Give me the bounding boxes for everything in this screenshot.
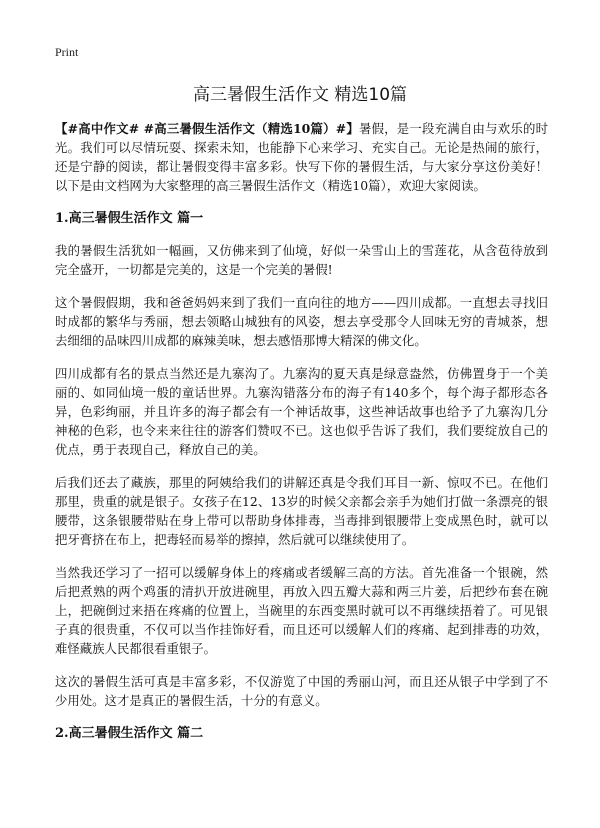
print-link[interactable]: Print: [55, 45, 79, 59]
section-heading-1: 1.高三暑假生活作文 篇一: [55, 211, 204, 226]
section-heading-2: 2.高三暑假生活作文 篇二: [55, 726, 204, 741]
section-1-paragraph-5: 当然我还学习了一招可以缓解身体上的疼痛或者缓解三高的方法。首先准备一个银碗，然后把煮熟的两个鸡蛋的清扒开放进碗里，再放入四五瓣大蒜和两三片姜，后把纱布套在碗上，把碗倒过来捂在疼痛的位置上，当碗里的东西变黑时就可以不再继续捂着了。可见银子真的很贵重，不仅可以当作挂饰好看，而且还可以缓解人们的疼痛、起到排毒的功效，难怪藏族人民都很看重银子。: [55, 565, 548, 656]
intro-paragraph: [55, 119, 548, 195]
section-1-paragraph-6: 这次的暑假生活可真是丰富多彩，不仅游览了中国的秀丽山河，而且还从银子中学到了不少用处。这才是真正的暑假生活，十分的有意义。: [55, 674, 548, 708]
intro-tag: 【#高中作文# #高三暑假生活作文（精选10篇）#】: [55, 121, 359, 136]
article-body: [55, 119, 548, 756]
intro-text: 暑假，是一段充满自由与欢乐的时光。我们可以尽情玩耍、探索未知，也能静下心来学习、充实自己。无论是热闹的旅行，还是宁静的阅读，都让暑假变得丰富多彩。快写下你的暑假生活，与大家分享这份美好！以下是由文档网为大家整理的高三暑假生活作文（精选10篇），欢迎大家阅读。: [55, 121, 548, 193]
section-1-paragraph-1: 我的暑假生活犹如一幅画，又仿佛来到了仙境，好似一朵雪山上的雪莲花，从含苞待放到完全盛开，一切都是完美的，这是一个完美的暑假!: [55, 243, 548, 277]
page-title: 高三暑假生活作文 精选10篇: [192, 85, 408, 105]
section-1-paragraph-4: 后我们还去了藏族，那里的阿姨给我们的讲解还真是令我们耳目一新、惊叹不已。在他们那里，贵重的就是银子。女孩子在12、13岁的时候父亲都会亲手为她们打做一条漂亮的银腰带，这条银腰带贴在身上带可以帮助身体排毒，当毒排到银腰带上变成黑色时，就可以把牙膏挤在布上，把毒轻而易举的擦掉，然后就可以继续使用了。: [55, 475, 548, 547]
section-1-paragraph-3: 四川成都有名的景点当然还是九寨沟了。九寨沟的夏天真是绿意盎然，仿佛置身于一个美丽的、如同仙境一般的童话世界。九寨沟错落分布的海子有140多个，每个海子都形态各异，色彩绚丽，并且许多的海子都会有一个神话故事，这些神话故事也给予了九寨沟几分神秘的色彩，也令来来往往的游客们赞叹不已。这也似乎告诉了我们，我们要绽放自己的优点，勇于表现自己，释放自己的美。: [55, 366, 548, 457]
section-1-paragraph-2: 这个暑假假期，我和爸爸妈妈来到了我们一直向往的地方——四川成都。一直想去寻找旧时成都的繁华与秀丽，想去领略山城独有的风姿，想去享受那令人回味无穷的青城茶，想去细细的品味四川成都的麻辣美味，想去感悟那博大精深的佛文化。: [55, 295, 548, 348]
